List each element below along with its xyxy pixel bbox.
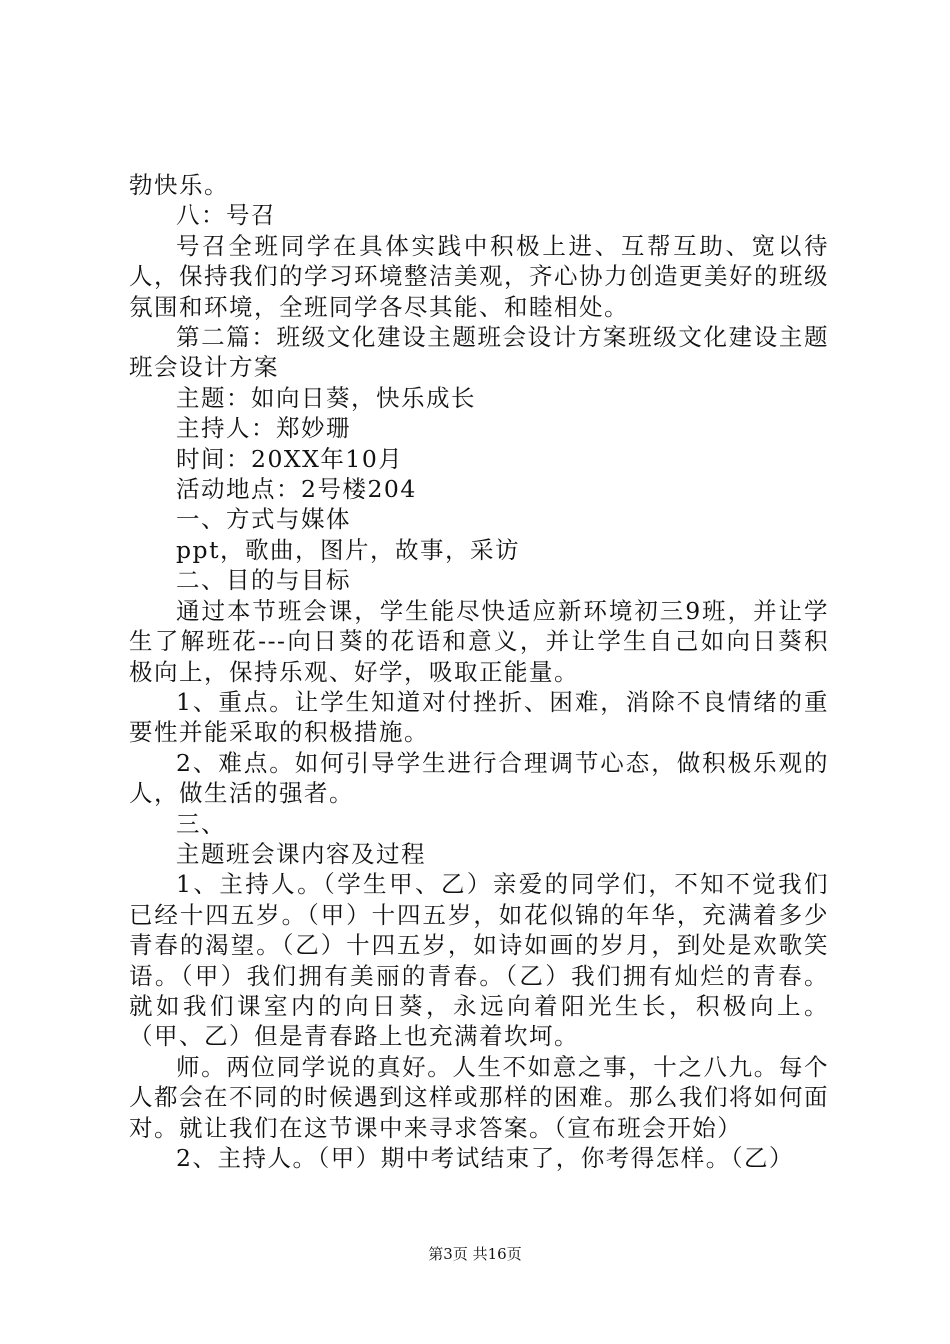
paragraph: ppt，歌曲，图片，故事，采访 bbox=[176, 535, 521, 564]
paragraph: 主题班会课内容及过程 bbox=[176, 839, 426, 868]
paragraph: 八：号召 bbox=[176, 201, 276, 230]
paragraph: 一、方式与媒体 bbox=[176, 505, 351, 534]
document-body bbox=[129, 170, 829, 1173]
paragraph: 时间：20XX年10月 bbox=[176, 444, 404, 473]
paragraph: 1、主持人。（学生甲、乙）亲爱的同学们，不知不觉我们已经十四五岁。（甲）十四五岁，如花似锦的年华，充满着多少青春的渴望。（乙）十四五岁，如诗如画的岁月，到处是欢歌笑语。（甲）我们拥有美丽的青春。（乙）我们拥有灿烂的青春。就如我们课室内的向日葵，永远向着阳光生长，积极向上。（甲、乙）但是青春路上也充满着坎坷。 bbox=[129, 870, 829, 1051]
paragraph: 勃快乐。 bbox=[129, 171, 229, 199]
paragraph: 2、难点。如何引导学生进行合理调节心态，做积极乐观的人，做生活的强者。 bbox=[129, 748, 829, 808]
paragraph: 师。两位同学说的真好。人生不如意之事，十之八九。每个人都会在不同的时候遇到这样或那样的困难。那么我们将如何面对。就让我们在这节课中来寻求答案。（宣布班会开始） bbox=[129, 1052, 829, 1142]
paragraph: 1、重点。让学生知道对付挫折、困难，消除不良情绪的重要性并能采取的积极措施。 bbox=[129, 687, 829, 747]
paragraph: 主持人：郑妙珊 bbox=[176, 414, 351, 443]
paragraph: 通过本节班会课，学生能尽快适应新环境初三9班，并让学生了解班花---向日葵的花语和意义，并让学生自己如向日葵积极向上，保持乐观、好学，吸取正能量。 bbox=[129, 596, 829, 686]
section-heading: 第二篇：班级文化建设主题班会设计方案班级文化建设主题班会设计方案 bbox=[129, 323, 829, 382]
page-number-footer: 第3页 共16页 bbox=[428, 1245, 522, 1263]
paragraph: 活动地点：2号楼204 bbox=[176, 475, 417, 504]
paragraph: 主题：如向日葵，快乐成长 bbox=[176, 383, 476, 412]
paragraph: 2、主持人。（甲）期中考试结束了，你考得怎样。（乙） bbox=[176, 1144, 794, 1172]
paragraph: 号召全班同学在具体实践中积极上进、互帮互助、宽以待人，保持我们的学习环境整洁美观，齐心协力创造更美好的班级氛围和环境，全班同学各尽其能、和睦相处。 bbox=[129, 231, 829, 321]
paragraph: 二、目的与目标 bbox=[176, 566, 351, 595]
paragraph: 三、 bbox=[176, 809, 226, 838]
